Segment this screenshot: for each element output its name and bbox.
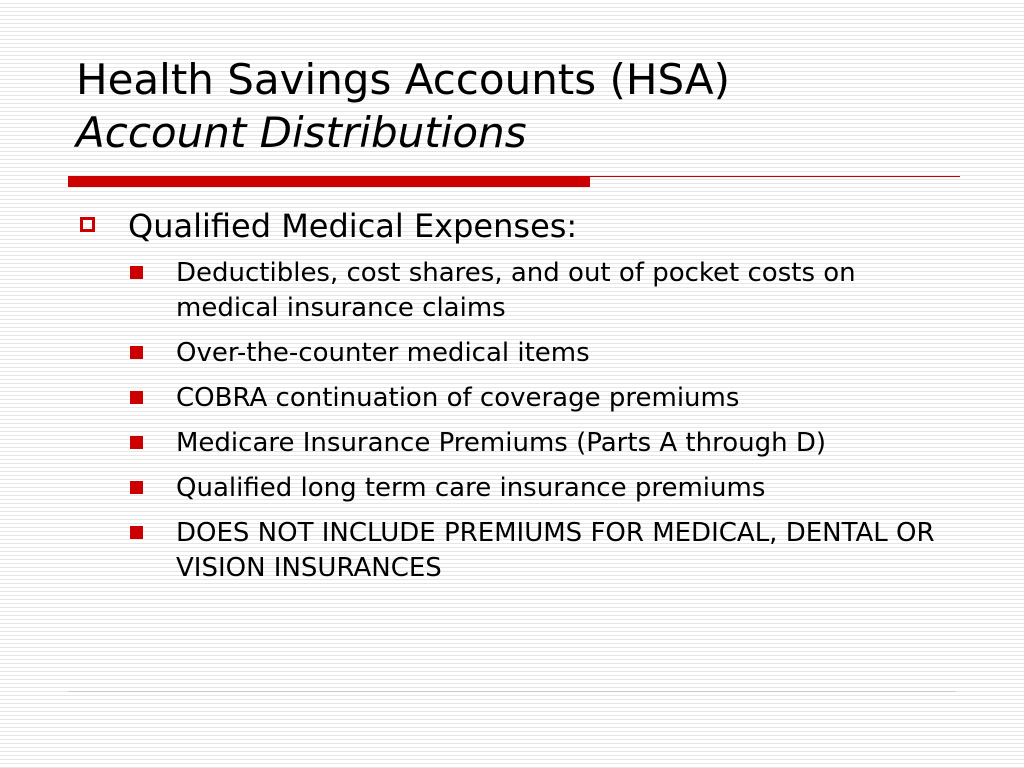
bullet-label: Qualified Medical Expenses: [128,207,578,245]
slide-title [76,54,956,160]
filled-square-bullet-icon [130,526,143,539]
list-item-text: Medicare Insurance Premiums (Parts A through D) [176,428,827,458]
list-item-text: Deductibles, cost shares, and out of pocket costs on medical insurance claims [176,258,856,323]
list-item [76,471,956,506]
list-item [76,381,956,416]
slide-body [76,200,956,596]
hollow-square-bullet-icon [80,217,95,232]
list-item [76,336,956,371]
filled-square-bullet-icon [130,481,143,494]
filled-square-bullet-icon [130,436,143,449]
list-item [76,516,956,586]
list-item [76,426,956,461]
list-item [76,256,956,326]
list-item-text: Over-the-counter medical items [176,338,590,368]
list-item-text: COBRA continuation of coverage premiums [176,383,740,413]
bullet-qualified-medical-expenses [76,200,956,252]
filled-square-bullet-icon [130,266,143,279]
list-item-text: DOES NOT INCLUDE PREMIUMS FOR MEDICAL, DENTAL OR VISION INSURANCES [176,518,935,583]
title-main: Health Savings Accounts (HSA) [76,55,731,104]
filled-square-bullet-icon [130,346,143,359]
sub-bullet-list [76,256,956,586]
title-underline-thick [68,176,590,187]
title-subtitle: Account Distributions [76,108,527,157]
filled-square-bullet-icon [130,391,143,404]
title-underline-thin [590,176,960,177]
footer-divider [68,691,956,692]
list-item-text: Qualified long term care insurance premiums [176,473,766,503]
